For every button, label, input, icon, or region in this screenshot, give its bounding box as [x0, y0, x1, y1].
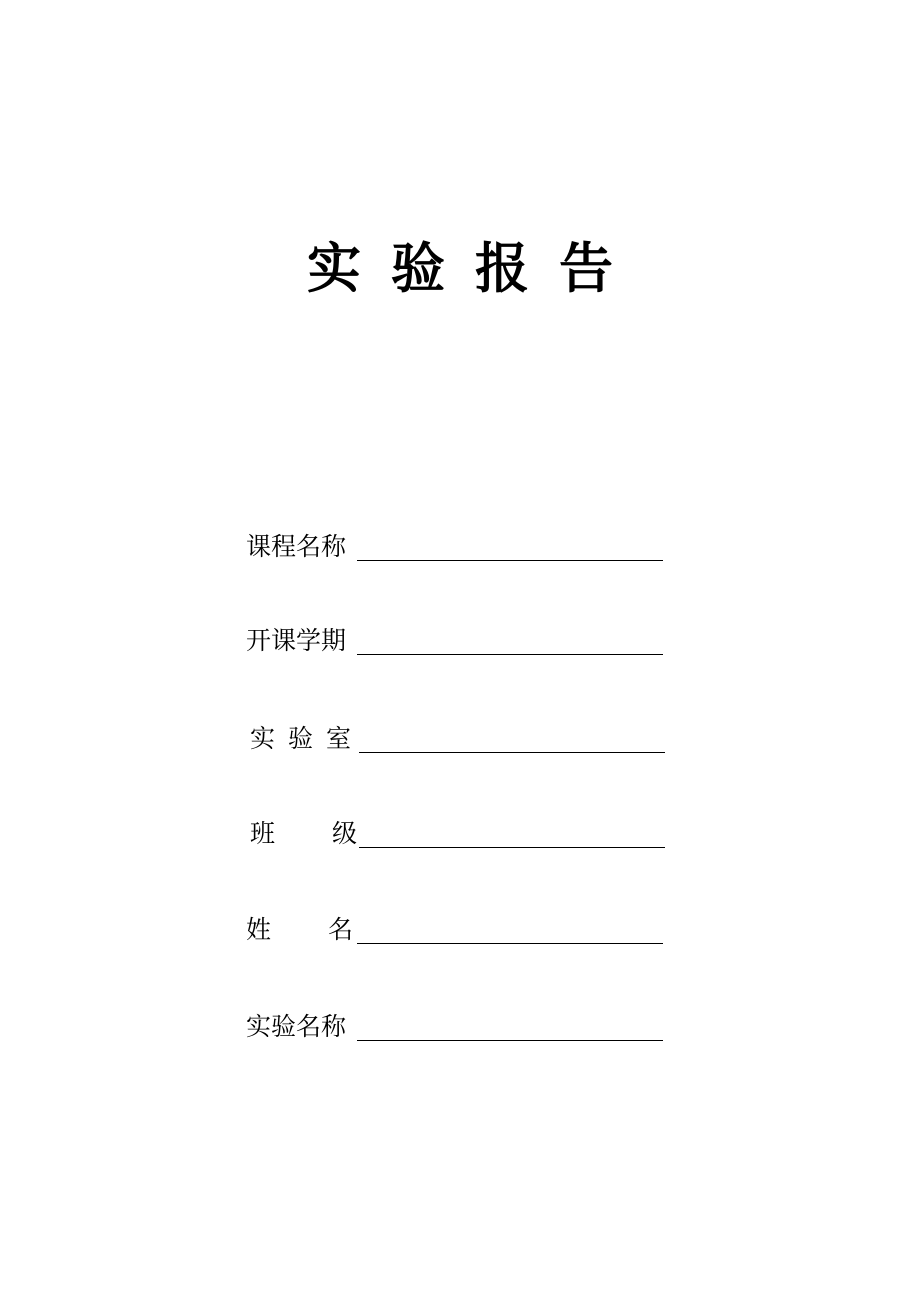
course-name-blank: [357, 560, 663, 561]
class-label: 班级: [250, 819, 415, 848]
semester-label: 开课学期: [246, 626, 347, 655]
experiment-name-blank: [357, 1040, 663, 1041]
report-title: 实验报告: [307, 236, 643, 300]
experiment-name-label: 实验名称: [246, 1012, 347, 1041]
student-name-blank: [357, 943, 663, 944]
student-name-label: 姓名: [246, 915, 411, 944]
class-blank: [359, 847, 665, 848]
laboratory-label: 实验室: [250, 724, 365, 753]
laboratory-blank: [359, 752, 665, 753]
semester-blank: [357, 654, 663, 655]
course-name-label: 课程名称: [246, 532, 347, 561]
